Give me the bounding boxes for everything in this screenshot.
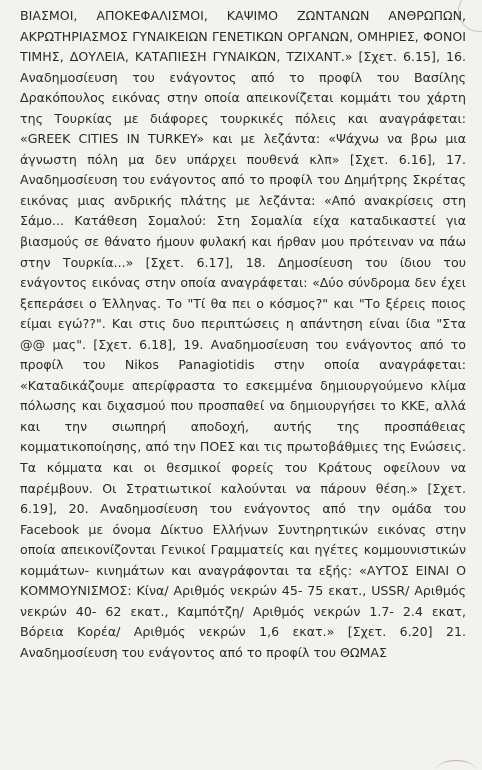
body-paragraph: ΒΙΑΣΜΟΙ, ΑΠΟΚΕΦΑΛΙΣΜΟΙ, ΚΑΨΙΜΟ ΖΩΝΤΑΝΩΝ ΑΝΘΡΩΠΩΝ, ΑΚΡΩΤΗΡΙΑΣΜΟΣ ΓΥΝΑΙΚΕΙΩΝ ΓΕΝΕΤΙΚΩΝ ΟΡΓΑΝΩΝ, ΟΜΗΡΙΕΣ, ΦΟΝΟΙ ΤΙΜΗΣ, ΔΟΥΛΕΙΑ, ΚΑΤΑΠΙΕΣΗ ΓΥΝΑΙΚΩΝ, ΤΖΙΧΑΝΤ.» [Σχετ. 6.15], 16. Αναδημοσίευση του ενάγοντος από το προφίλ του Βασίλης Δρακόπουλος εικόνας στην οποία απεικονίζεται κομμάτι του χάρτη της Τουρκίας με διάφορες τουρκικές πόλεις και αναγράφεται: «GREEK CITIES IN TURKEY» και με λεζάντα: «Ψάχνω να βρω μια άγνωστη πόλη μα δεν υπάρχει πουθενά κλπ» [Σχετ. 6.16], 17. Αναδημοσίευση του ενάγοντος από το προφίλ του Δημήτρης Σκρέτας εικόνας μιας ανδρικής πλάτης με λεζάντα: «Από ανακρίσεις στη Σάμο... Κατάθεση Σομαλού: Στη Σομαλία είχα καταδικαστεί για βιασμούς σε θάνατο ήμουν φυλακή και ήρθαν μου πρότειναν να πάω στην Τουρκία...» [Σχετ. 6.17], 18. Δημοσίευση του ίδιου του ενάγοντος εικόνας στην οποία αναγράφεται: «Δύο σύνδρομα δεν έχει ξεπεράσει ο Έλληνας. Το "Τί θα πει ο κόσμος?" και "Το ξέρεις ποιος είμαι εγώ??". Και στις δυο περιπτώσεις η απάντηση είναι ίδια "Στα @@ μας". [Σχετ. 6.18], 19. Αναδημοσίευση του ενάγοντος από το προφίλ του Nikos Panagiotidis στην οποία αναγράφεται: «Καταδικάζουμε απερίφραστα το εσκεμμένα δημιουργούμενο κλίμα πόλωσης και διχασμού που προσπαθεί να δημιουργήσει το ΚΚΕ, αλλά και την σιωπηρή αποδοχή, αυτής της προσπάθειας κομματικοποίησης, από την ΠΟΕΣ και τις πρωτοβάθμιες της Ενώσεις. Τα κόμματα και οι θεσμικοί φορείς του Κράτους οφείλουν να παρέμβουν. Οι Στρατιωτικοί καλούνται να πάρουν θέση.» [Σχετ. 6.19], 20. Αναδημοσίευση του ενάγοντος από την ομάδα του Facebook με όνομα Δίκτυο Ελλήνων Συντηρητικών εικόνας στην οποία απεικονίζονται Γενικοί Γραμματείς και ηγέτες κομμουνιστικών κομμάτων- κινημάτων και αναγράφονται τα εξής: «ΑΥΤΟΣ ΕΙΝΑΙ Ο ΚΟΜΜΟΥΝΙΣΜΟΣ: Κίνα/ Αριθμός νεκρών 45- 75 εκατ., USSR/ Αριθμός νεκρών 40- 62 εκατ., Καμπότζη/ Αριθμός νεκρών 1.7- 2.4 εκατ, Βόρεια Κορέα/ Αριθμός νεκρών 1,6 εκατ.» [Σχετ. 6.20] 21. Αναδημοσίευση του ενάγοντος από το προφίλ του ΘΩΜΑΣ: [20, 8, 466, 660]
document-body: [20, 6, 466, 664]
page-mark-icon: [436, 760, 476, 770]
